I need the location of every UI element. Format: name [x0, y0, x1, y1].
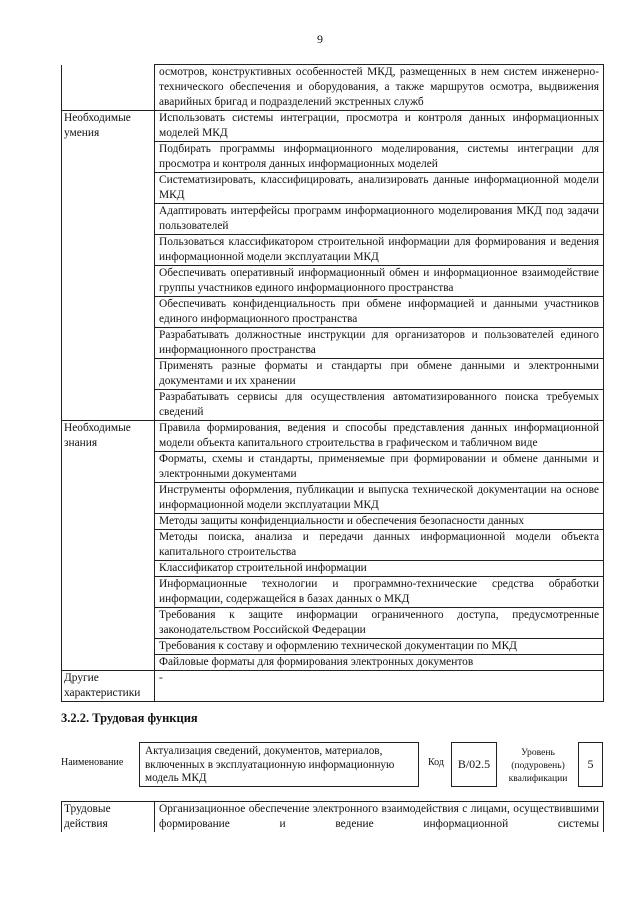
- knowledge-item: Требования к защите информации ограниченного доступа, предусмотренные законодательством Российской Федерации: [155, 608, 604, 639]
- skills-item: Систематизировать, классифицировать, анализировать данные информационной модели МКД: [155, 173, 604, 204]
- skills-item: Обеспечивать оперативный информационный обмен и информационное взаимодействие группы участников единого информационного пространства: [155, 266, 604, 297]
- knowledge-item: Правила формирования, ведения и способы представления данных информационной модели объекта капитального строительства в графическом и табличном виде: [155, 421, 604, 452]
- function-code-box: B/02.5: [451, 742, 497, 787]
- skills-item: Пользоваться классификатором строительной информации для формирования и ведения информационной модели эксплуатации МКД: [155, 235, 604, 266]
- labor-actions-table: [61, 801, 604, 832]
- knowledge-item: Классификатор строительной информации: [155, 561, 604, 577]
- skills-label: Необходимые умения: [62, 111, 155, 421]
- level-value-box: 5: [578, 742, 603, 787]
- continuation-cell: осмотров, конструктивных особенностей МКД, размещенных в нем систем инженерно-технического обеспечения и оборудования, а также маршрутов осмотра, выдвижения аварийных бригад и подразделений экстренных служб: [155, 65, 604, 111]
- labor-actions-text: Организационное обеспечение электронного взаимодействия с лицами, осуществившими формирование и ведение информационной системы: [155, 802, 604, 833]
- skills-item: Разрабатывать сервисы для осуществления автоматизированного поиска требуемых сведений: [155, 390, 604, 421]
- requirements-table: [61, 64, 604, 702]
- labor-actions-label: Трудовые действия: [62, 802, 155, 833]
- skills-item: Обеспечивать конфиденциальность при обмене информацией и данными участников единого информационного пространства: [155, 297, 604, 328]
- section-title: 3.2.2. Трудовая функция: [61, 711, 198, 725]
- table-row: [62, 802, 604, 833]
- knowledge-item: Методы защиты конфиденциальности и обеспечения безопасности данных: [155, 514, 604, 530]
- skills-item: Использовать системы интеграции, просмотра и контроля данных информационных моделей МКД: [155, 111, 604, 142]
- empty-label-cell: [62, 65, 155, 111]
- level-label: Уровень (подуровень) квалификации: [508, 747, 568, 784]
- skills-item: Разрабатывать должностные инструкции для организаторов и пользователей единого информационного пространства: [155, 328, 604, 359]
- other-value: -: [155, 671, 604, 702]
- page-number: 9: [317, 32, 323, 46]
- code-label: Код: [428, 757, 444, 768]
- name-label: Наименование: [61, 757, 124, 768]
- knowledge-item: Требования к составу и оформлению технической документации по МКД: [155, 639, 604, 655]
- knowledge-item: Файловые форматы для формирования электронных документов: [155, 655, 604, 671]
- skills-item: Подбирать программы информационного моделирования, системы интеграции для просмотра и контроля данных информационных моделей: [155, 142, 604, 173]
- skills-item: Адаптировать интерфейсы программ информационного моделирования МКД под задачи пользователей: [155, 204, 604, 235]
- knowledge-item: Форматы, схемы и стандарты, применяемые при формировании и обмене данными и электронными документами: [155, 452, 604, 483]
- skills-item: Применять разные форматы и стандарты при обмене данными и электронными документами и их хранении: [155, 359, 604, 390]
- table-row: [62, 111, 604, 142]
- knowledge-item: Инструменты оформления, публикации и выпуска технической документации на основе информационной модели эксплуатации МКД: [155, 483, 604, 514]
- function-name-box: Актуализация сведений, документов, материалов, включенных в эксплуатационную информационную модель МКД: [139, 742, 419, 787]
- knowledge-label: Необходимые знания: [62, 421, 155, 671]
- other-label: Другие характеристики: [62, 671, 155, 702]
- knowledge-item: Информационные технологии и программно-технические средства обработки информации, содержащейся в базах данных о МКД: [155, 577, 604, 608]
- table-row: [62, 671, 604, 702]
- table-row: [62, 421, 604, 452]
- knowledge-item: Методы поиска, анализа и передачи данных информационной модели объекта капитального строительства: [155, 530, 604, 561]
- table-row: [62, 65, 604, 111]
